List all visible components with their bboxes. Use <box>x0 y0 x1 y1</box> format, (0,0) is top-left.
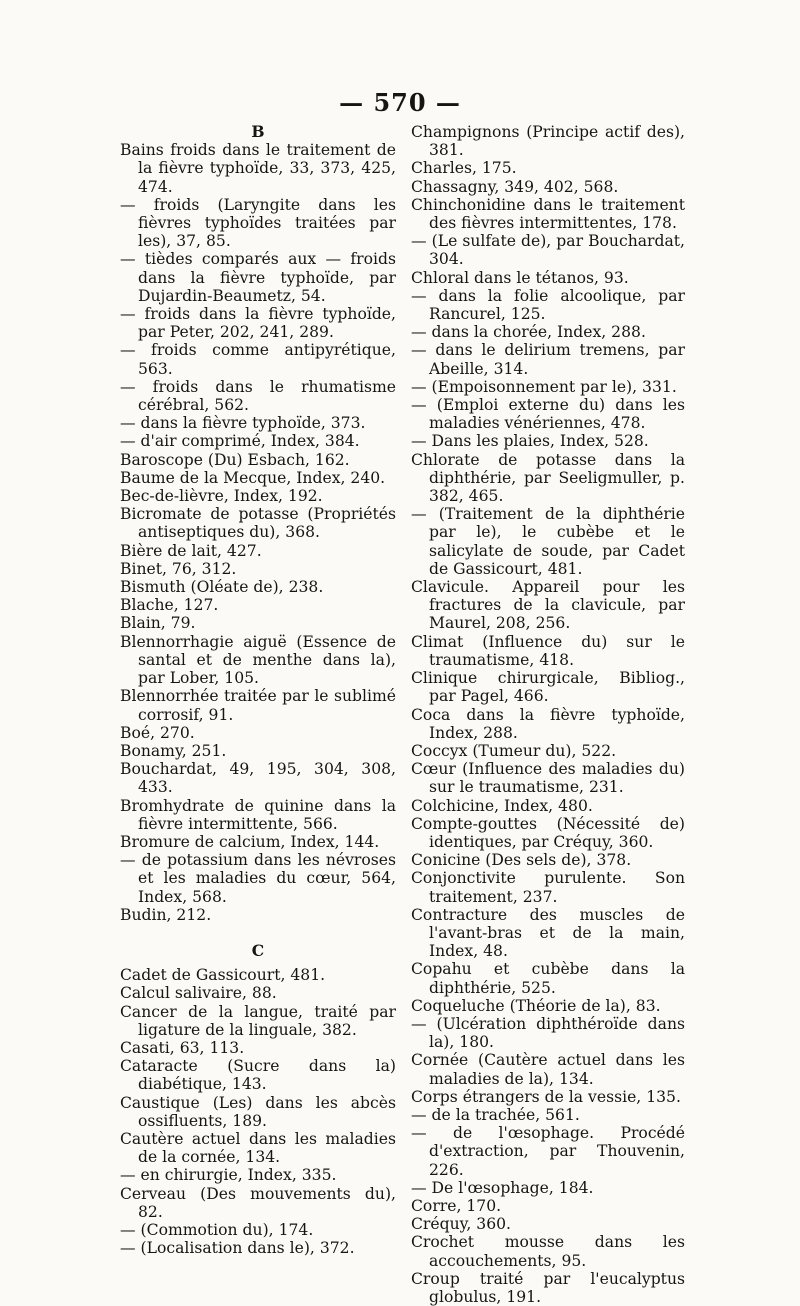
index-entry: Corre, 170. <box>411 1196 502 1215</box>
index-entry: Clavicule. Appareil pour les fractures de la clavicule, par Maurel, 208, 256. <box>411 578 685 633</box>
page-number: — 570 — <box>339 88 461 117</box>
index-entry: — dans la fièvre typhoïde, 373. <box>120 414 366 433</box>
index-entry: — (Le sulfate de), par Bouchardat, 304. <box>411 232 685 269</box>
index-entry: — dans le delirium tremens, par Abeille, 314. <box>411 341 685 378</box>
index-entry: — froids comme antipyrétique, 563. <box>120 341 396 378</box>
index-entry: Cataracte (Sucre dans la) diabétique, 143. <box>120 1057 396 1094</box>
index-entry: Calcul salivaire, 88. <box>120 984 277 1003</box>
index-entry: Croup traité par l'eucalyptus globulus, 191. <box>411 1269 685 1306</box>
index-entry: Climat (Influence du) sur le traumatisme, 418. <box>411 632 685 669</box>
index-entry: Contracture des muscles de l'avant-bras et de la main, Index, 48. <box>411 905 685 961</box>
index-entry: Coqueluche (Théorie de la), 83. <box>411 996 661 1015</box>
index-entry: Colchicine, Index, 480. <box>411 796 593 815</box>
index-entry: Bicromate de potasse (Propriétés antiseptiques du), 368. <box>120 505 396 542</box>
index-entry: Corps étrangers de la vessie, 135. <box>411 1087 681 1106</box>
index-entry: Conicine (Des sels de), 378. <box>411 851 632 870</box>
index-entry: — froids dans la fièvre typhoïde, par Peter, 202, 241, 289. <box>120 305 396 342</box>
index-entry: Créquy, 360. <box>411 1215 512 1234</box>
index-entry: Bromhydrate de quinine dans la fièvre intermittente, 566. <box>120 796 396 833</box>
index-entry: — (Emploi externe du) dans les maladies vénériennes, 478. <box>411 396 685 433</box>
section-letter-b: B <box>251 122 265 141</box>
index-entry: Cœur (Influence des maladies du) sur le traumatisme, 231. <box>411 760 685 797</box>
index-entry: Budin, 212. <box>120 905 212 924</box>
index-entry: Cautère actuel dans les maladies de la cornée, 134. <box>120 1129 396 1167</box>
index-entry: Bromure de calcium, Index, 144. <box>120 832 380 851</box>
index-entry: Cerveau (Des mouvements du), 82. <box>120 1184 396 1221</box>
index-entry: Baume de la Mecque, Index, 240. <box>120 468 386 487</box>
index-entry: — De l'œsophage, 184. <box>411 1178 594 1197</box>
index-entry: Cornée (Cautère actuel dans les maladies de la), 134. <box>411 1051 685 1088</box>
section-letter-c: C <box>251 940 265 960</box>
index-entry: — (Ulcération diphthéroïde dans la), 180. <box>411 1014 685 1052</box>
index-entry: Charles, 175. <box>411 159 517 178</box>
index-entry: — de l'œsophage. Procédé d'extraction, par Thouvenin, 226. <box>411 1124 685 1179</box>
index-entry: — froids (Laryngite dans les fièvres typhoïdes traitées par les), 37, 85. <box>120 195 396 251</box>
index-entry: — (Empoisonnement par le), 331. <box>411 377 677 396</box>
index-entry: Copahu et cubèbe dans la diphthérie, 525. <box>411 960 685 997</box>
index-entry: Chassagny, 349, 402, 568. <box>411 177 619 196</box>
index-entry: — (Localisation dans le), 372. <box>120 1239 355 1258</box>
index-entry: Cancer de la langue, traité par ligature de la linguale, 382. <box>120 1002 396 1039</box>
index-entry: Blache, 127. <box>120 596 219 615</box>
index-entry: Crochet mousse dans les accouchements, 95. <box>411 1233 685 1270</box>
index-entry: Caustique (Les) dans les abcès ossifluents, 189. <box>120 1093 396 1130</box>
index-entry: Bec-de-lièvre, Index, 192. <box>120 487 323 506</box>
index-entry: Conjonctivite purulente. Son traitement, 237. <box>411 869 685 906</box>
index-entry: — dans la folie alcoolique, par Rancurel, 125. <box>411 286 685 324</box>
index-entry: Boé, 270. <box>120 723 195 742</box>
index-entry: Binet, 76, 312. <box>120 559 237 578</box>
index-entry: Champignons (Principe actif des), 381. <box>411 123 685 160</box>
index-entry: Baroscope (Du) Esbach, 162. <box>120 450 350 469</box>
index-entry: — en chirurgie, Index, 335. <box>120 1166 337 1185</box>
index-entry: — d'air comprimé, Index, 384. <box>120 432 360 451</box>
index-entry: Cadet de Gassicourt, 481. <box>120 966 326 985</box>
index-entry: Coca dans la fièvre typhoïde, Index, 288. <box>411 705 685 742</box>
index-entry: — dans la chorée, Index, 288. <box>411 323 646 342</box>
index-entry: Bière de lait, 427. <box>120 541 262 560</box>
index-entry: — (Commotion du), 174. <box>120 1220 314 1239</box>
index-entry: Chloral dans le tétanos, 93. <box>411 268 629 287</box>
index-entry: Blain, 79. <box>120 614 196 633</box>
index-entry: — (Traitement de la diphthérie par le), le cubèbe et le salicylate de soude, par Cadet de Gassicourt, 481. <box>411 505 685 578</box>
index-entry: Bains froids dans le traitement de la fièvre typhoïde, 33, 373, 425, 474. <box>120 141 396 196</box>
index-entry: Bismuth (Oléate de), 238. <box>120 578 324 597</box>
index-entry: — de potassium dans les névroses et les maladies du cœur, 564, Index, 568. <box>120 851 396 906</box>
index-entry: Chlorate de potasse dans la diphthérie, par Seeligmuller, p. 382, 465. <box>411 450 685 506</box>
index-entry: — tièdes comparés aux — froids dans la fièvre typhoïde, par Dujardin-Beaumetz, 54. <box>120 250 396 305</box>
index-entry: Blennorrhée traitée par le sublimé corrosif, 91. <box>120 687 396 724</box>
right-column <box>411 123 685 1306</box>
left-column <box>120 123 396 1257</box>
index-entry: Clinique chirurgicale, Bibliog., par Pagel, 466. <box>411 669 685 706</box>
index-entry: Blennorrhagie aiguë (Essence de santal et de menthe dans la), par Lober, 105. <box>120 632 396 688</box>
index-entry: Chinchonidine dans le traitement des fièvres intermittentes, 178. <box>411 195 685 233</box>
index-entry: — Dans les plaies, Index, 528. <box>411 432 649 451</box>
index-entry: — de la trachée, 561. <box>411 1105 580 1124</box>
index-entry: Bouchardat, 49, 195, 304, 308, 433. <box>120 760 396 797</box>
index-entry: Coccyx (Tumeur du), 522. <box>411 741 617 760</box>
index-entry: Bonamy, 251. <box>120 741 227 760</box>
index-entry: — froids dans le rhumatisme cérébral, 562. <box>120 377 396 415</box>
index-entry: Casati, 63, 113. <box>120 1038 245 1057</box>
index-entry: Compte-gouttes (Nécessité de) identiques, par Créquy, 360. <box>411 814 685 851</box>
